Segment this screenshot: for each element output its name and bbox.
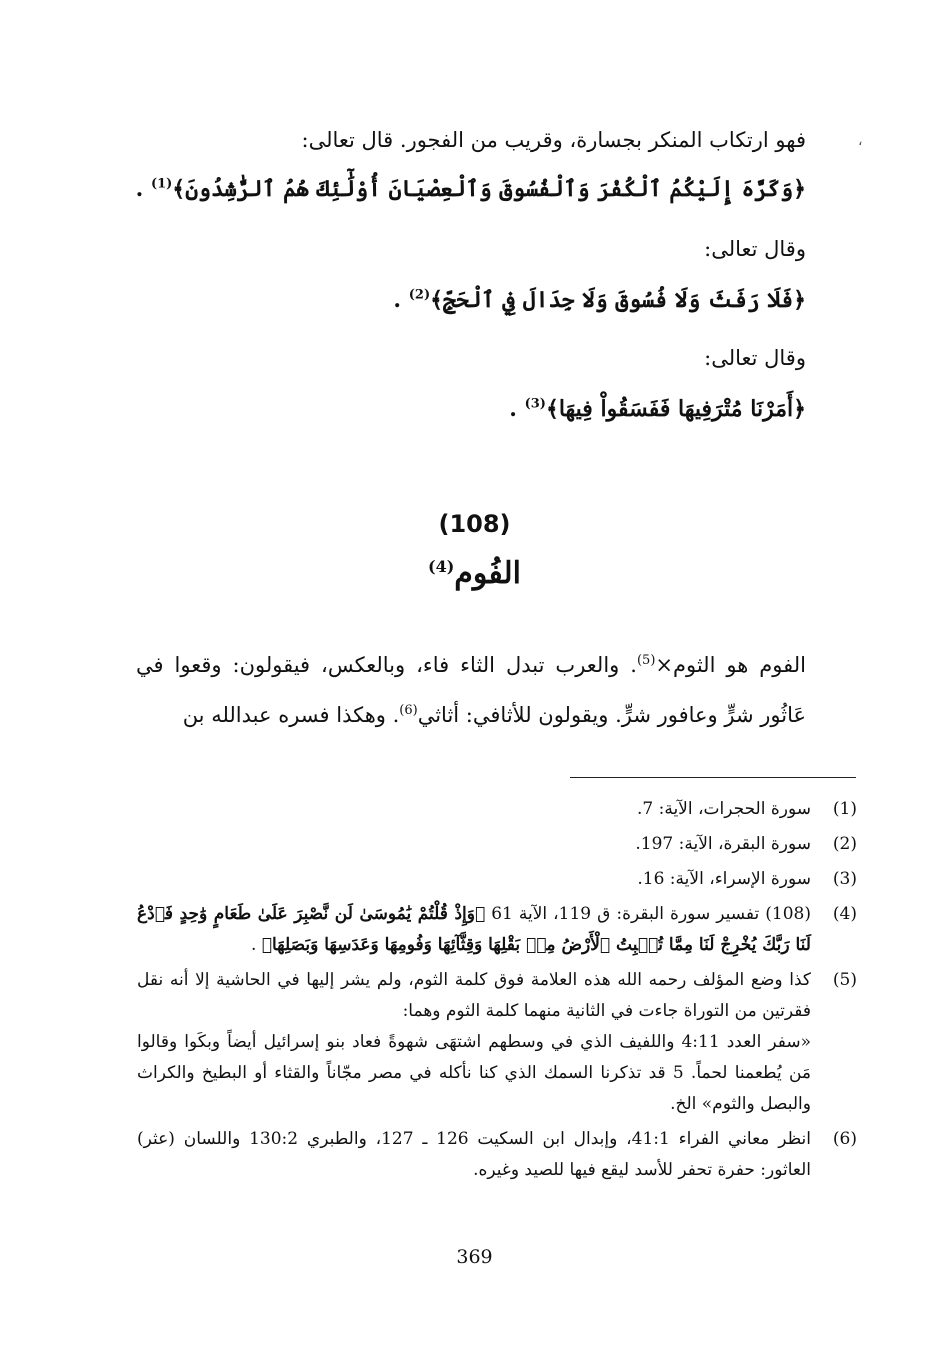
paragraph-part-3: . وهكذا فسره عبدالله بن — [182, 703, 400, 727]
footnote-6 — [137, 1124, 857, 1186]
paragraph-ref-5: (5) — [636, 653, 656, 668]
verse-2 — [393, 287, 806, 313]
stray-mark: ، — [858, 133, 863, 149]
footnote-4-text: (108) تفسير سورة البقرة: ق 119، الآية 61 — [491, 904, 811, 924]
entry-title — [0, 556, 949, 591]
intro-line — [302, 128, 807, 152]
verse-3-text: ﴿أَمَرْنَا مُتْرَفِيهَا فَفَسَقُواْ فِيهَا﴾ — [545, 396, 806, 422]
paragraph-part-2: . والعرب تبدل الثاء فاء، وبالعكس، فيقولون: وقعوا في عَاثُور شرٍّ وعافور شرٍّ. ويقولون للأثافي: أثاثي — [136, 653, 806, 727]
footnote-5-text: كذا وضع المؤلف رحمه الله هذه العلامة فوق كلمة الثوم، ولم يشر إليها في الحاشية إلا أنه نقل فقرتين من التوراة جاءت في الثانية منهما كلمة الثوم وهما: — [137, 970, 811, 1021]
verse-3-ref: (3) — [524, 396, 546, 412]
verse-1-end: . — [135, 176, 144, 202]
verse-3-end: . — [509, 396, 517, 422]
entry-title-text: الفُوم — [454, 556, 522, 591]
footnote-text: سورة البقرة، الآية: 197. — [635, 834, 811, 854]
footnote-5-quote: «سفر العدد 4:11 واللفيف الذي في وسطهم اشتهَى شهوةً فعاد بنو إسرائيل أيضاً وبكَوا وقالوا مَن يُطعمنا لحماً. 5 قد تذكرنا السمك الذي كنا نأكله في مصر مجّاناً والقثاء أو البطيخ والكراث والبصل والثوم» الخ. — [137, 1032, 811, 1114]
said-text-1: وقال تعالى: — [704, 237, 806, 261]
footnote-text: سورة الإسراء، الآية: 16. — [637, 869, 811, 889]
entry-number: (108) — [438, 510, 511, 538]
footnote-number: (1) — [832, 799, 857, 819]
verse-1-ref: (1) — [150, 176, 173, 192]
verse-2-end: . — [393, 287, 402, 313]
said-text-2: وقال تعالى: — [704, 346, 806, 370]
footnote-4-tail: . — [250, 935, 257, 955]
footnote-4-quran: ﴿وَإِذْ قُلْتُمْ يَٰمُوسَىٰ لَن نَّصْبِرَ عَلَىٰ طَعَامٍ وَٰحِدٍ فَٱدْعُ لَنَا رَبَّكَ يُخْرِجْ لَنَا مِمَّا تُنۢبِتُ ٱلْأَرْضُ مِنۢ بَقْلِهَا وَقِثَّآئِهَا وَفُومِهَا وَعَدَسِهَا وَبَصَلِهَا﴾ — [137, 904, 811, 955]
footnote-5 — [137, 965, 857, 1120]
footnote-1 — [137, 794, 857, 825]
verse-1-text: ﴿وَكَرَّهَ إِلَيْكُمُ ٱلْكُفْرَ وَٱلْفُسُوقَ وَٱلْعِصْيَانَ أُوْلَٰٓئِكَ هُمُ ٱلرَّٰشِدُونَ﴾ — [172, 176, 806, 202]
footnote-divider — [570, 777, 856, 778]
footnote-number: (6) — [832, 1129, 857, 1149]
footnote-number: (4) — [832, 904, 857, 924]
said-line-2 — [704, 346, 806, 370]
main-paragraph — [136, 638, 806, 738]
verse-2-text: ﴿فَلَا رَفَثَ وَلَا فُسُوقَ وَلَا جِدَالَ فِي ٱلْحَجِّ﴾ — [430, 287, 806, 313]
footnote-number: (2) — [832, 834, 857, 854]
entry-title-ref: (4) — [427, 557, 455, 576]
paragraph-part-1: الفوم هو الثوم× — [655, 653, 806, 677]
verse-1 — [136, 176, 806, 202]
footnote-2 — [137, 829, 857, 860]
footnote-number: (5) — [832, 970, 857, 990]
footnote-4 — [137, 899, 857, 961]
footnote-3 — [137, 864, 857, 895]
footnote-text: انظر معاني الفراء 41:1، وإبدال ابن السكيت 126 ـ 127، والطبري 130:2 واللسان (عثر) العاثور: حفرة تحفر للأسد ليقع فيها للصيد وغيره. — [137, 1129, 811, 1180]
page-number: 369 — [456, 1246, 493, 1268]
footnote-text — [137, 899, 811, 961]
intro-text: فهو ارتكاب المنكر بجسارة، وقريب من الفجور. قال تعالى: — [301, 128, 806, 152]
footnote-text: سورة الحجرات، الآية: 7. — [636, 799, 811, 819]
paragraph-ref-6: (6) — [399, 703, 418, 718]
said-line-1 — [704, 237, 806, 261]
footnote-number: (3) — [832, 869, 857, 889]
footnotes — [137, 794, 857, 1190]
verse-2-ref: (2) — [408, 287, 431, 303]
footnote-text — [137, 965, 811, 1120]
verse-3 — [509, 396, 806, 422]
